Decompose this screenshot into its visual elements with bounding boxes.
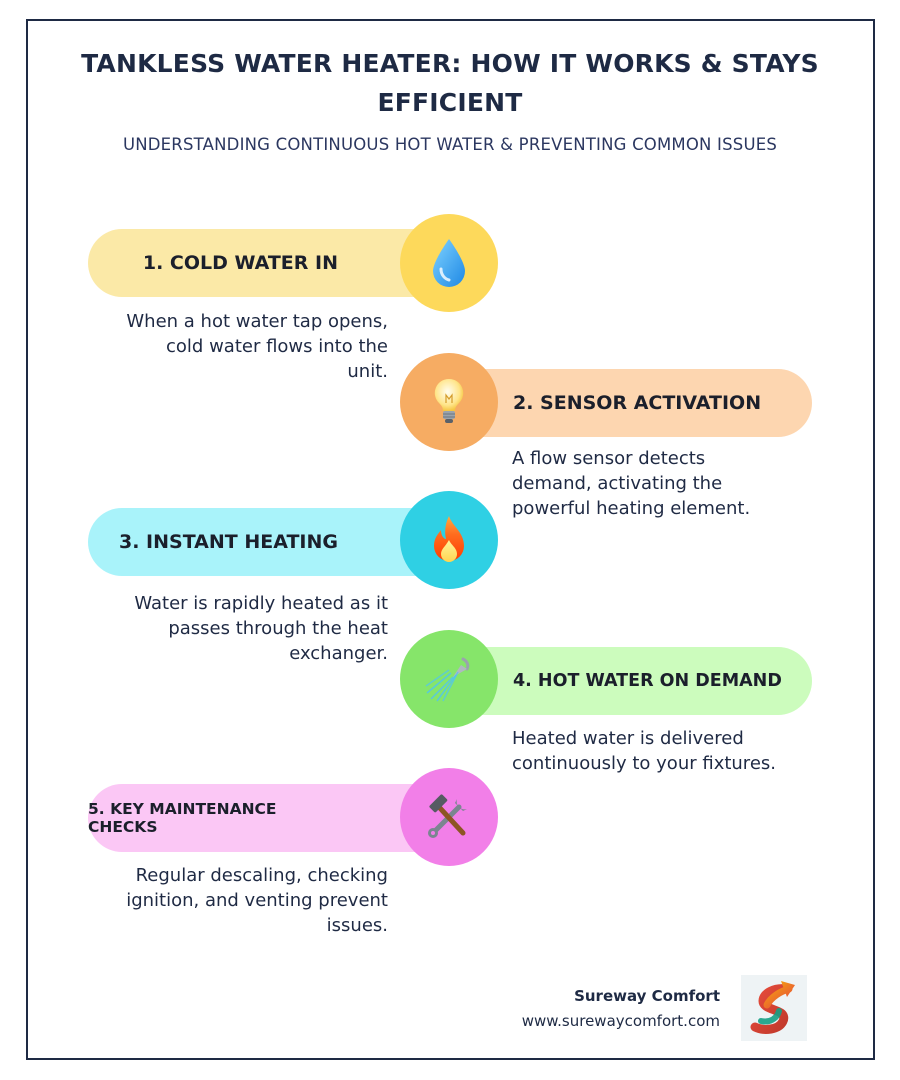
hammer-wrench-icon: [425, 793, 473, 841]
title-line-1: TANKLESS WATER HEATER: HOW IT WORKS & STAYS: [81, 49, 819, 78]
step-3-pill: [88, 508, 448, 576]
title-line-2: EFFICIENT: [377, 88, 523, 117]
step-3-label: 3. INSTANT HEATING: [118, 531, 338, 553]
step-5-desc-line: ignition, and venting prevent: [126, 890, 388, 911]
step-1-label: 1. COLD WATER IN: [142, 252, 338, 274]
step-5-desc-line: Regular descaling, checking: [135, 865, 388, 886]
sureway-logo-icon: [741, 975, 807, 1041]
step-1-desc-line: unit.: [347, 361, 388, 382]
step-4-desc-line: continuously to your fixtures.: [512, 753, 776, 774]
brand-name: Sureway Comfort: [574, 987, 720, 1005]
fire-icon: [428, 514, 470, 566]
step-5-pill: [88, 784, 448, 852]
step-4-pill: [450, 647, 812, 715]
step-5-circle: [400, 768, 498, 866]
step-2-label: 2. SENSOR ACTIVATION: [513, 392, 762, 414]
step-1-pill: [88, 229, 448, 297]
step-2-pill: [450, 369, 812, 437]
step-4-description: [512, 726, 812, 776]
step-1-desc-line: When a hot water tap opens,: [126, 311, 388, 332]
brand-url[interactable]: www.surewaycomfort.com: [521, 1012, 720, 1030]
step-1-circle: [400, 214, 498, 312]
step-5-label: 5. KEY MAINTENANCE CHECKS: [88, 800, 277, 836]
step-4-desc-line: Heated water is delivered: [512, 728, 744, 749]
page-title: [0, 44, 900, 122]
step-2-circle: [400, 353, 498, 451]
step-3-description: [88, 591, 388, 666]
step-4-circle: [400, 630, 498, 728]
step-3-desc-line: passes through the heat: [168, 618, 388, 639]
water-drop-icon: [429, 237, 469, 289]
step-2-description: [512, 446, 812, 521]
step-3-desc-line: exchanger.: [289, 643, 388, 664]
step-3-circle: [400, 491, 498, 589]
page-subtitle: UNDERSTANDING CONTINUOUS HOT WATER & PREVENTING COMMON ISSUES: [122, 135, 778, 154]
step-4-label: 4. HOT WATER ON DEMAND: [513, 671, 782, 691]
light-bulb-icon: [432, 377, 466, 427]
step-1-description: [100, 309, 388, 384]
step-2-desc-line: A flow sensor detects: [512, 448, 706, 469]
step-3-desc-line: Water is rapidly heated as it: [134, 593, 388, 614]
shower-icon: [423, 653, 475, 705]
step-2-desc-line: powerful heating element.: [512, 498, 751, 519]
step-5-description: [88, 863, 388, 938]
step-1-desc-line: cold water flows into the: [166, 336, 388, 357]
step-5-desc-line: issues.: [326, 915, 388, 936]
step-2-desc-line: demand, activating the: [512, 473, 723, 494]
